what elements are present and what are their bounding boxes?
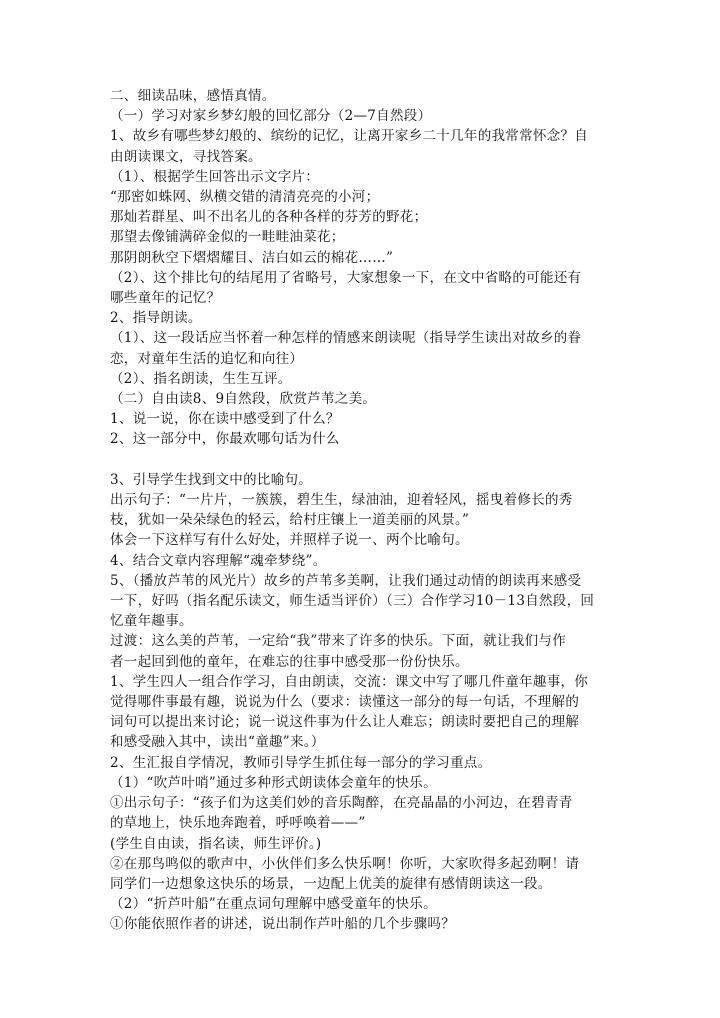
text-line: 那阴朗秋空下熠熠耀目、洁白如云的棉花……”	[110, 249, 394, 266]
text-line: 2、这一部分中，你最欢哪句话为什么	[110, 431, 340, 448]
text-line: （1）“吹芦叶哨”通过多种形式朗读体会童年的快乐。	[110, 774, 437, 791]
text-line: （2）、这个排比句的结尾用了省略号，大家想象一下，在文中省略的可能还有	[110, 269, 582, 286]
text-line: 忆童年趣事。	[110, 613, 193, 630]
text-line: ①出示句子：“孩子们为这美们妙的音乐陶醉，在亮晶晶的小河边，在碧青青	[110, 795, 573, 812]
subsection-heading: （二）自由读8、9自然段，欣赏芦苇之美。	[110, 391, 377, 408]
text-line: 和感受融入其中，读出“童趣”来。）	[110, 734, 325, 751]
text-line: 那灿若群星、叫不出名儿的各种各样的芬芳的野花；	[110, 209, 428, 226]
text-line: 那望去像铺满碎金似的一畦畦油菜花；	[110, 229, 345, 246]
text-line: 词句可以提出来讨论；说一说这件事为什么让人难忘；朗读时要把自己的理解	[110, 714, 580, 731]
text-line: 由朗读课文，寻找答案。	[110, 148, 262, 165]
document-page	[110, 86, 620, 935]
text-line: 4、结合文章内容理解“魂牵梦绕”。	[110, 552, 327, 569]
text-line: （1）、根据学生回答出示文字片：	[110, 168, 320, 185]
text-line: 恋，对童年生活的追忆和向往）	[110, 350, 304, 367]
text-line: 1、学生四人一组合作学习，自由朗读，交流：课文中写了哪几件童年趣事，你	[110, 673, 589, 690]
text-line: （1）、这一段话应当怀着一种怎样的情感来朗读呢（指导学生读出对故乡的眷	[110, 330, 582, 347]
text-line: 同学们一边想象这快乐的场景，一边配上优美的旋律有感情朗读这一段。	[110, 875, 552, 892]
text-line: 者一起回到他的童年，在难忘的往事中感受那一份份快乐。	[110, 653, 469, 670]
text-line: ②在那鸟鸣似的歌声中，小伙伴们多么快乐啊！你听，大家吹得多起劲啊！请	[110, 855, 580, 872]
text-line: 枝，犹如一朵朵绿色的轻云，给村庄镶上一道美丽的风景。”	[110, 512, 470, 529]
section-heading: 二、细读品味，感悟真情。	[110, 88, 276, 104]
text-line: 2、指导朗读。	[110, 310, 202, 327]
text-line: 5、（播放芦苇的风光片）故乡的芦苇多美啊，让我们通过动情的朗读再来感受	[110, 572, 582, 589]
text-line: 过渡：这么美的芦苇，一定给“我”带来了许多的快乐。下面，就让我们与作	[110, 633, 567, 650]
text-line: 的草地上，快乐地奔跑着，呼呼唤着——”	[110, 815, 366, 832]
text-line: 觉得哪件事最有趣，说说为什么（要求：读懂这一部分的每一句话，不理解的	[110, 694, 580, 711]
text-line: 2、生汇报自学情况，教师引导学生抓住每一部分的学习重点。	[110, 754, 492, 771]
text-line: (学生自由读，指名读，师生评价。)	[110, 835, 322, 852]
subsection-heading: （一）学习对家乡梦幻般的回忆部分（2—7自然段）	[110, 108, 432, 125]
text-line: “那密如蛛网、纵横交错的清清亮亮的小河；	[110, 189, 380, 206]
text-line: ①你能依照作者的讲述，说出制作芦叶船的几个步骤吗？	[110, 916, 455, 933]
text-line: 1、故乡有哪些梦幻般的、缤纷的记忆，让离开家乡二十几年的我常常怀念？自	[110, 128, 589, 145]
text-line: 1、说一说，你在读中感受到了什么？	[110, 411, 340, 428]
text-line: 体会一下这样写有什么好处，并照样子说一、两个比喻句。	[110, 532, 469, 549]
text-line: 出示句子：“一片片，一簇簇，碧生生，绿油油，迎着轻风，摇曳着修长的秀	[110, 492, 573, 509]
text-line: 3、引导学生找到文中的比喻句。	[110, 471, 313, 488]
text-line: （2）“折芦叶船”在重点词句理解中感受童年的快乐。	[110, 896, 437, 913]
blank-line	[110, 450, 620, 470]
text-line: （2）、指名朗读，生生互评。	[110, 370, 292, 387]
text-line: 哪些童年的记忆？	[110, 290, 221, 307]
text-line: 一下，好吗（指名配乐读文，师生适当评价）（三）合作学习10－13自然段，回	[110, 593, 595, 610]
